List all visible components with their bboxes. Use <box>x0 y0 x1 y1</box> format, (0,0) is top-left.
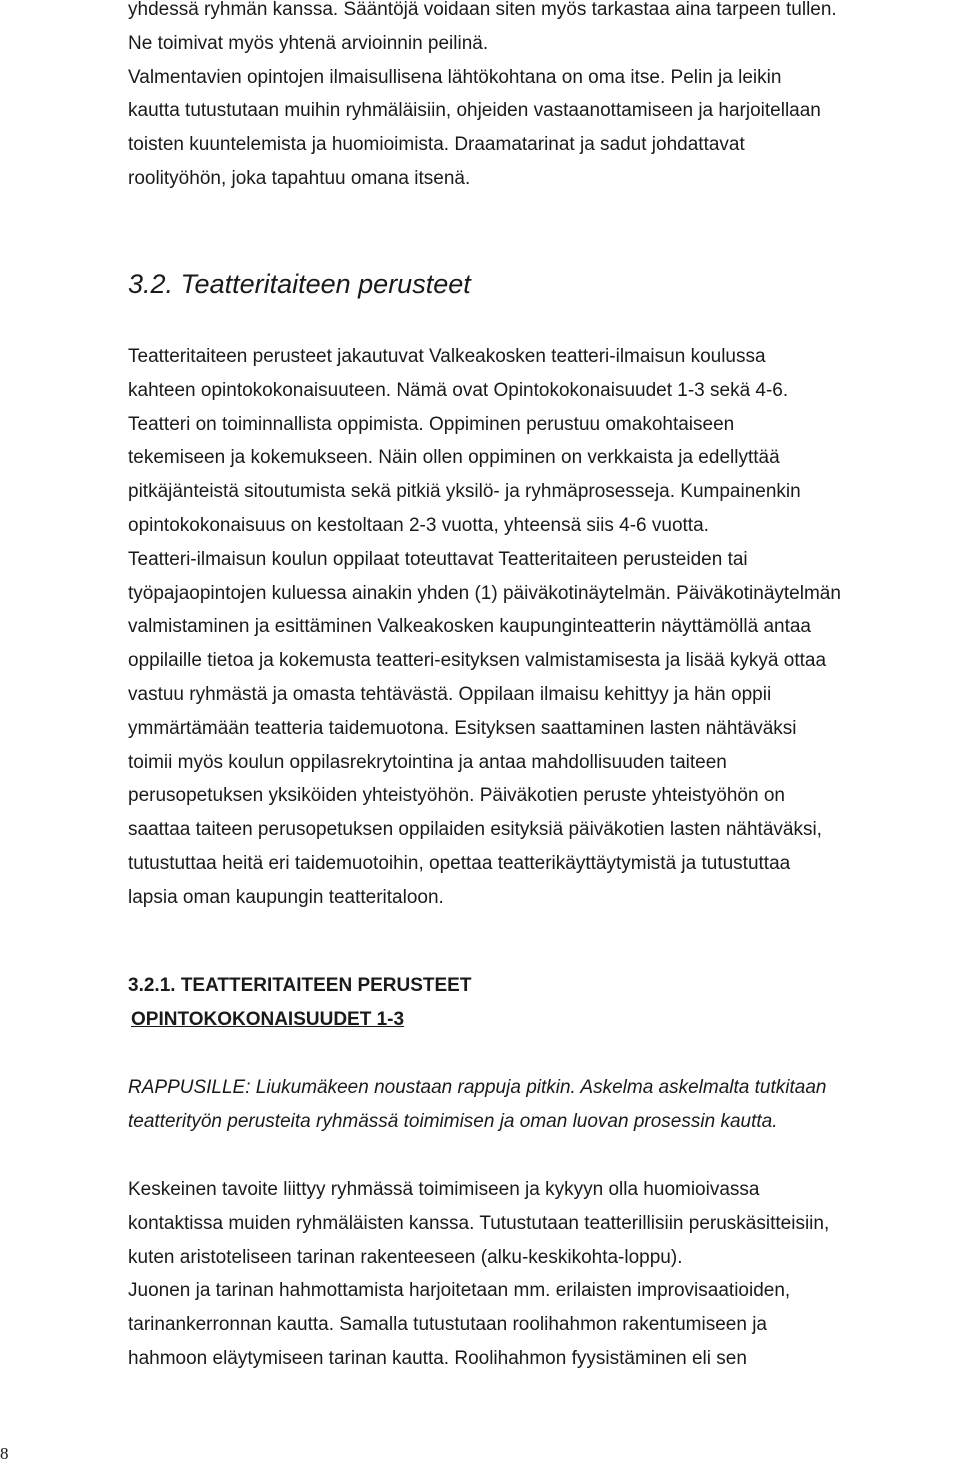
text-line: Valmentavien opintojen ilmaisullisena lähtökohtana on oma itse. Pelin ja leikin <box>128 66 782 88</box>
section-body <box>128 340 958 915</box>
text-line: yhdessä ryhmän kanssa. Sääntöjä voidaan siten myös tarkastaa aina tarpeen tullen. <box>128 0 837 20</box>
subsection-motto <box>128 1071 958 1139</box>
text-line: Keskeinen tavoite liittyy ryhmässä toimimiseen ja kykyyn olla huomioivassa <box>128 1179 760 1200</box>
text-line: roolityöhön, joka tapahtuu omana itsenä. <box>128 167 471 189</box>
text-line: opintokokonaisuus on kestoltaan 2-3 vuotta, yhteensä siis 4-6 vuotta. <box>128 514 709 536</box>
text-line: kontaktissa muiden ryhmäläisten kanssa. Tutustutaan teatterillisiin peruskäsitteisiin, <box>128 1212 830 1234</box>
text-line: pitkäjänteistä sitoutumista sekä pitkiä yksilö- ja ryhmäprosesseja. Kumpainenkin <box>128 481 801 503</box>
intro-paragraph <box>128 0 958 196</box>
text-line: tekemiseen ja kokemukseen. Näin ollen oppiminen on verkkaista ja edellyttää <box>128 447 780 469</box>
text-line: Ne toimivat myös yhtenä arvioinnin peilinä. <box>128 32 489 54</box>
subsection-title: 3.2.1. TEATTERITAITEEN PERUSTEET <box>128 975 472 996</box>
text-line: lapsia oman kaupungin teatteritaloon. <box>128 886 444 908</box>
text-line: Teatteri on toiminnallista oppimista. Oppiminen perustuu omakohtaiseen <box>128 413 735 435</box>
text-line: Teatteritaiteen perusteet jakautuvat Valkeakosken teatteri-ilmaisun koulussa <box>128 346 766 367</box>
italic-text-line: teatterityön perusteita ryhmässä toimimisen ja oman luovan prosessin kautta. <box>128 1110 778 1132</box>
subsection-body <box>128 1173 958 1376</box>
text-line: perusopetuksen yksiköiden yhteistyöhön. Päiväkotien peruste yhteistyöhön on <box>128 785 785 807</box>
section-heading-block <box>128 267 958 301</box>
text-line: oppilaille tietoa ja kokemusta teatteri-esityksen valmistamisesta ja lisää kykyä ottaa <box>128 650 827 672</box>
text-line: saattaa taiteen perusopetuksen oppilaiden esityksiä päiväkotien lasten nähtäväksi, <box>128 819 822 841</box>
text-line: kahteen opintokokonaisuuteen. Nämä ovat Opintokokonaisuudet 1-3 sekä 4-6. <box>128 379 789 401</box>
text-line: toimii myös koulun oppilasrekrytointina ja antaa mahdollisuuden taiteen <box>128 751 727 773</box>
text-line: toisten kuuntelemista ja huomioimista. Draamatarinat ja sadut johdattavat <box>128 134 745 156</box>
text-line: kuten aristoteliseen tarinan rakenteeseen (alku-keskikohta-loppu). <box>128 1246 683 1268</box>
text-line: Teatteri-ilmaisun koulun oppilaat toteuttavat Teatteritaiteen perusteiden tai <box>128 548 748 570</box>
text-line: vastuu ryhmästä ja omasta tehtävästä. Oppilaan ilmaisu kehittyy ja hän oppii <box>128 683 772 705</box>
section-heading: 3.2. Teatteritaiteen perusteet <box>128 269 471 299</box>
text-line: työpajaopintojen kuluessa ainakin yhden (1) päiväkotinäytelmän. Päiväkotinäytelmän <box>128 582 841 604</box>
text-line: valmistaminen ja esittäminen Valkeakosken kaupunginteatterin näyttämöllä antaa <box>128 616 811 638</box>
text-line: Juonen ja tarinan hahmottamista harjoitetaan mm. erilaisten improvisaatioiden, <box>128 1280 791 1302</box>
subsection-subtitle: OPINTOKOKONAISUUDET 1-3 <box>131 1009 405 1030</box>
text-line: tutustuttaa heitä eri taidemuotoihin, opettaa teatterikäyttäytymistä ja tutustuttaa <box>128 852 791 874</box>
subsection-heading-block <box>128 969 958 1037</box>
text-line: tarinankerronnan kautta. Samalla tutustutaan roolihahmon rakentumiseen ja <box>128 1314 767 1336</box>
italic-text-line: RAPPUSILLE: Liukumäkeen noustaan rappuja pitkin. Askelma askelmalta tutkitaan <box>128 1077 827 1098</box>
page-number: 8 <box>0 1444 9 1463</box>
text-line: ymmärtämään teatteria taidemuotona. Esityksen saattaminen lasten nähtäväksi <box>128 717 797 739</box>
text-line: kautta tutustutaan muihin ryhmäläisiin, ohjeiden vastaanottamiseen ja harjoitellaan <box>128 100 821 122</box>
text-line: hahmoon eläytymiseen tarinan kautta. Roolihahmon fyysistäminen eli sen <box>128 1347 747 1369</box>
